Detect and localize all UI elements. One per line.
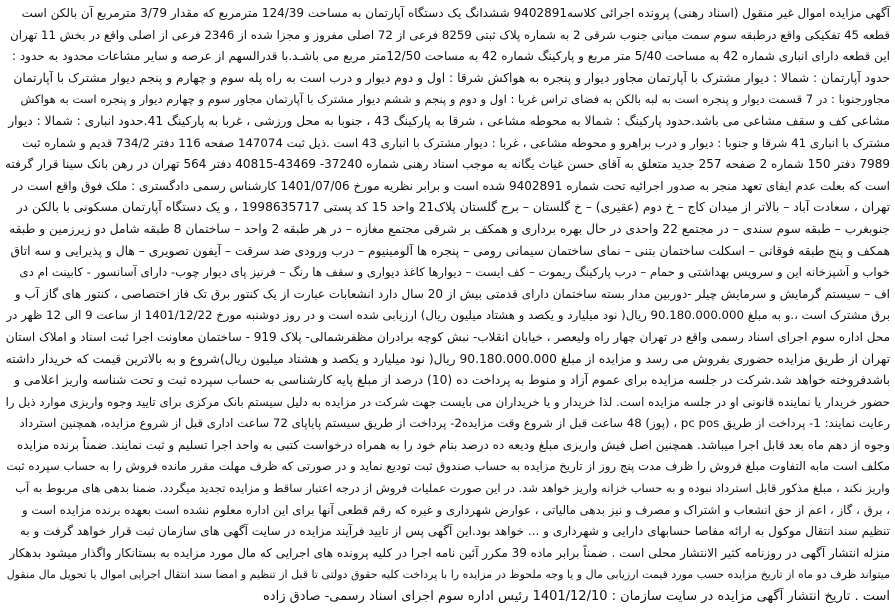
notice-line-21: وجوه از دهم ماه بعد قابل اجرا میباشد. همچنین اصل فیش واریزی مبلغ ودیعه ده درصد بنام خود را به همراه درخواست کتبی به واحد اجرا تسلیم و ثبت نمایند. ضمناً برنده مزایده [16, 437, 890, 452]
notice-line-19: حضور خریدار یا نماینده قانونی او در جلسه مزایده است. لذا خریدار و یا خریداران می بایست جهت شرکت در مزایده به دلیل سیستم بانک مرکزی برای تایید وجوه واریزی موارد ذیل را [5, 394, 890, 409]
notice-line-4: حدود آپارتمان : شمالا : دیوار مشترک با آپارتمان مجاور دیوار و پنجره به هواکش شرقا : اول و دوم دیوار و درب است به راه پله سوم و چهارم و پنجم دیوار مشترک با آپارتمان [13, 70, 890, 85]
notice-line-11: جنوبغرب – طبقه سوم سندی – در مجتمع 22 واحدی در حال بهره برداری و همکف بر شرقی مجتمع مغازه – در هر طبقه 2 واحد – ساختمان 8 طبقه شامل دو زیرزمین و طبقه [9, 221, 890, 236]
notice-line-10: تهران ، سعادت آباد – بالاتر از میدان کاج – خ دوم (عقیری) – خ گلستان – برج گلستان پلاک21 واحد 15 کد پستی 1998635717 ، و یک دستگاه آپارتمان مسکونی با بالکن در [16, 200, 890, 215]
notice-line-13: خواب و آشپزخانه این و سرویس بهداشتی و حمام – درب پارکینگ ریموت – کف ایست – دیوارها کاغذ دیواری و سقف ها رنگ – فرنیز پای دیوار چوب- دارای آسانسور - کابینت ام دی [19, 265, 890, 280]
notice-line-27: میتواند ظرف دو ماه از تاریخ مزایده حسب مورد قیمت ارزیابی مال و یا وجه ملحوظ در مزایده را با پرداخت کلیه حقوق دولتی تا قبل از تنظیم و امضا سند انتقال اجرایی اموال یا تحویل مال منقول [6, 568, 890, 582]
notice-line-24: ، برق ، گاز ، اعم از حق انشعاب و اشتراک و مصرف و نیز بدهی مالیاتی ، عوارض شهرداری و غیره که رقم قطعی آنها برای این اداره معلوم نشده است بعهده برنده مزایده است و [21, 502, 890, 517]
notice-line-8: 7989 دفتر 150 شماره 2 صفحه 257 جدید متعلق به آقای حسن غیاث یگانه به موجب اسناد رهنی شماره 37240- 43469-40815 دفتر 564 تهران در رهن بانک سینا قرار گرفته [5, 157, 890, 172]
notice-line-1: آگهی مزایده اموال غیر منقول (اسناد رهنی) پرونده اجرائی کلاسه9402891 ششدانگ یک دستگاه آپارتمان به مساحت 124/39 مترمربع که مقدار 3/79 مترمربع آن بالکن است [21, 6, 890, 20]
notice-line-6: مشاعی کف و سقف مشاعی می باشد.حدود پارکینگ : شمالا به محوطه مشاعی ، شرقا به پارکینگ 43 ، جنوبا به محل ورزشی ، غربا به پارکینگ 41.حدود انباری : شمالا : دیوار [8, 113, 890, 128]
notice-line-23: واریز نکند ، مبلغ مذکور قابل استرداد نبوده و به حساب خزانه واریز خواهد شد. در این صورت عملیات فروش از درجه اعتبار ساقط و مزایده تجدید میگردد. ضمنا بدهی های مربوط به آب [15, 481, 890, 496]
notice-line-14: اف – سیستم گرمایش و سرمایش چیلر -دوربین مدار بسته ساختمان دارای قدمتی بیش از 20 سال دارد انشعابات عبارت از یک کنتور برق تک فاز اختصاصی ، کنتور های گاز آب و [14, 286, 890, 301]
notice-line-25: تنظیم سند انتقال موکول به ارائه مفاصا حسابهای دارایی و شهرداری و ... خواهد بود.این آگهی پس از تایید فرآیند مزایده در سایت آگهی های سازمان ثبت قرار خواهد گرفت و به [19, 524, 890, 539]
notice-line-7: مشترک با انباری 41 شرقا و جنوبا : دیوار و درب براهرو و محوطه مشاعی ، غربا : دیوار مشترک با انباری 43 است .ذیل ثبت 147074 صفحه 116 دفتر 734/2 قدیم و شماره ثبت [22, 135, 890, 150]
notice-line-3: این قطعه دارای انباری شماره 42 به مساحت 5/40 متر مربع و پارکینگ شماره 42 به مساحت 12/50متر مربع می باشـد.با قدرالسهم از عرصه و سایر مشاعات محدود به حدود : [11, 49, 890, 64]
notice-line-5: مجاورجنوبا : در 7 قسمت دیوار و پنجره است به لبه بالکن به فضای تراس غربا : اول و دوم و پنجم و ششم دیوار مشترک با آپارتمان مجاور سوم و چهارم دیوار و پنجره است به هواکش [20, 92, 890, 107]
notice-line-15: برق مشترک است ،.و به مبلغ 90.180.000.000 ریال( نود میلیارد و یکصد و هشتاد میلیون ریال) ارزیابی شده است و در روز دوشنبه مورخ 1401/12/22 از ساعت 9 الی 12 ظهر در [6, 308, 890, 323]
notice-line-2: قطعه 45 تفکیکی واقع درطبقه سوم سمت میانی جنوب شرقی 2 به شماره پلاک ثبتی 8259 فرعی از 72 اصلی مفروز و مجزا شده از 2346 فرعی از اصلی واقع در بخش 11 تهران [10, 27, 890, 42]
notice-line-26: منزله انتشار آگهی در روزنامه کثیر الانتشار محلی است . ضمناً برابر ماده 39 مکرر آئین نامه اجرا در کلیه پرونده های اجرایی که مال مورد مزایده به بستانکار واگذار میشود بدهکار [9, 545, 890, 560]
notice-line-22: مکلف است مابه التفاوت مبلغ فروش را ظرف مدت پنج روز از تاریخ مزایده به حساب صندوق ثبت تودیع نماید و در صورتی که ظرف مهلت مقرر مانده فروش را به حساب سپرده ثبت [6, 459, 890, 474]
notice-line-18: باشدفروخته خواهد شد.شرکت در جلسه مزایده برای عموم آزاد و منوط به پرداخت ده (10) درصد از مبلغ پایه کارشناسی به حساب سپرده ثبت و تحت شناسه واریز اعلامی و [14, 373, 890, 388]
notice-line-17: تهران از طریق مزایده حضوری بفروش می رسد و مزایده از مبلغ 90.180.000.000 ریال( نود میلیارد و یکصد و هشتاد میلیون ریال)شروع و به بالاترین قیمت که خریدار داشته [5, 351, 890, 366]
notice-line-20: رعایت نمایند: 1- پرداخت از طریق pc pos ، (پوز) 48 ساعت قبل از شروع وقت مزایده2- پرداخت از طریق سیستم پایاپای 72 ساعت اداری قبل از شروع مزایده، همچنین استرداد [19, 416, 890, 431]
notice-line-9: است که بعلت عدم ایفای تعهد منجر به صدور اجرائیه تحت شماره 9402891 شده است و برابر نظریه مورخ 1401/07/06 کارشناس رسمی دادگستری : ملک فوق واقع است در [12, 178, 890, 193]
notice-line-12: همکف و پنج طبقه فوقانی – اسکلت ساختمان بتنی – نمای ساختمان سیمانی رومی – پنجره ها آلومینیوم – درب ورودی ضد سرقت – آیفون تصویری – هال و پذیرایی و سه اتاق [10, 243, 890, 258]
notice-line-28: است . تاریخ انتشار آگهی مزایده در سایت سازمان : 1401/12/10 رئیس اداره سوم اجرای اسناد رسمی- صادق زاده [262, 589, 890, 605]
notice-line-16: محل اداره سوم اجرای اسناد رسمی واقع در تهران چهار راه ولیعصر ، خیابان انقلاب- نبش کوچه برادران مظفرشمالی- پلاک 919 - ساختمان معاونت اجرا ثبت اسناد و املاک استان [5, 329, 890, 344]
